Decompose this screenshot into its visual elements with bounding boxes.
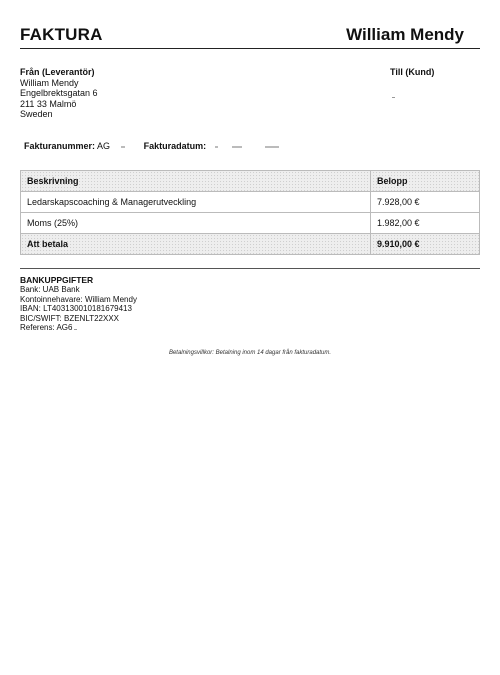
account-holder: Kontoinnehavare: William Mendy [20, 294, 137, 304]
total-amount: 9.910,00 € [371, 234, 480, 255]
seller-heading: Från (Leverantör) [20, 67, 95, 77]
redaction-mark [232, 146, 242, 148]
invoice-number-value: AG [97, 141, 111, 151]
customer-address-block [390, 67, 434, 100]
reference-value: Referens: AG6 [20, 323, 73, 333]
total-label: Att betala [21, 234, 371, 255]
seller-name: William Mendy [20, 77, 79, 88]
row-amount: 7.928,00 € [371, 192, 480, 213]
customer-redacted [390, 78, 434, 101]
seller-name-heading: William Mendy [346, 25, 464, 44]
bank-details [20, 276, 137, 332]
invoice-number-label: Fakturanummer: [24, 141, 96, 151]
total-row [21, 234, 480, 255]
customer-heading: Till (Kund) [390, 67, 435, 77]
invoice-date-label: Fakturadatum: [143, 141, 207, 151]
seller-city: 211 33 Malmö [20, 98, 77, 109]
invoice-items-table [20, 170, 480, 255]
header-divider [20, 48, 480, 49]
iban: IBAN: LT403130010181679413 [20, 304, 132, 314]
table-header-row [21, 171, 480, 192]
bank-name: Bank: UAB Bank [20, 285, 80, 295]
row-amount: 1.982,00 € [371, 213, 480, 234]
invoice-meta [24, 141, 279, 151]
redaction-mark [215, 146, 218, 148]
column-header-amount: Belopp [371, 171, 480, 192]
payment-terms: Betalningsvillkor: Betalning inom 14 dagar från fakturadatum. [168, 350, 332, 356]
column-header-description: Beskrivning [21, 171, 371, 192]
section-divider [20, 268, 480, 269]
reference [20, 323, 137, 332]
redaction-mark [265, 146, 279, 148]
bic-swift: BIC/SWIFT: BZENLT22XXX [20, 313, 119, 323]
redaction-mark [121, 146, 125, 148]
seller-country: Sweden [20, 109, 53, 119]
table-row [21, 213, 480, 234]
bank-heading: BANKUPPGIFTER [20, 275, 94, 285]
table-row [21, 192, 480, 213]
document-title: FAKTURA [20, 25, 103, 44]
row-description: Moms (25%) [21, 213, 371, 234]
seller-street: Engelbrektsgatan 6 [20, 88, 98, 98]
seller-address-block [20, 67, 98, 120]
row-description: Ledarskapscoaching & Managerutveckling [21, 192, 371, 213]
